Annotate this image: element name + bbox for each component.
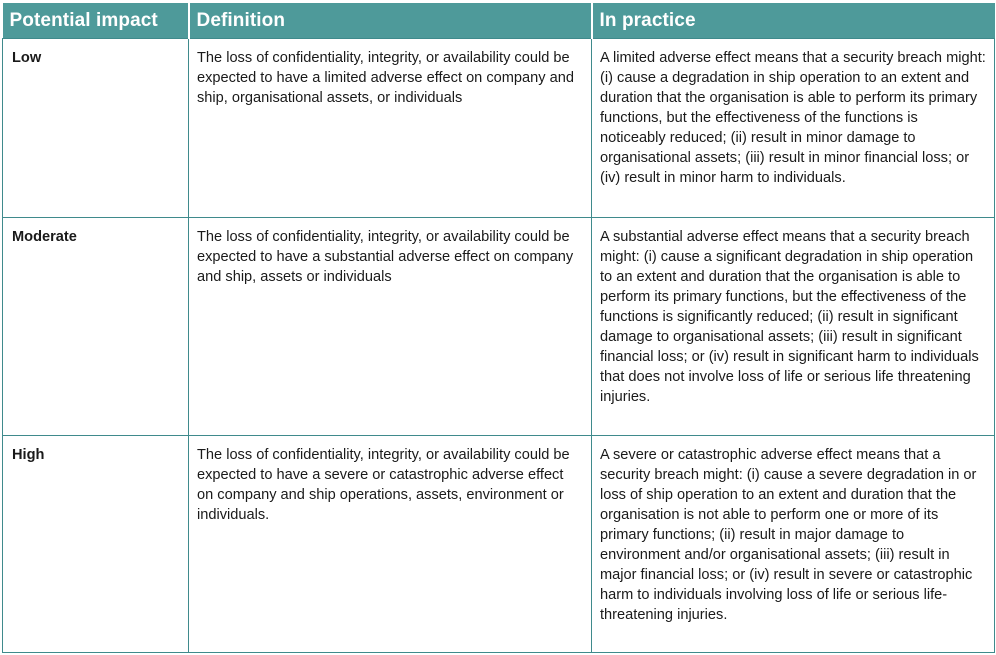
table-header xyxy=(3,3,995,39)
table-row-moderate xyxy=(3,218,995,436)
header-definition: Definition xyxy=(189,3,592,39)
header-potential-impact: Potential impact xyxy=(3,3,189,39)
impact-table xyxy=(2,3,995,653)
header-in-practice: In practice xyxy=(592,3,995,39)
practice-cell: A substantial adverse effect means that a security breach might: (i) cause a significant degradation in ship operation to an extent and duration that the organisation is able to perform its primary functions, but the effectiveness of the functions is significantly reduced; (ii) result in significant damage to organisational assets; (iii) result in significant financial loss; or (iv) result in significant harm to individuals that does not involve loss of life or serious life threatening injuries. xyxy=(592,218,995,436)
impact-level-cell: Low xyxy=(3,39,189,218)
impact-level-cell: Moderate xyxy=(3,218,189,436)
definition-cell: The loss of confidentiality, integrity, or availability could be expected to have a substantial adverse effect on company and ship, assets or individuals xyxy=(189,218,592,436)
practice-cell: A severe or catastrophic adverse effect means that a security breach might: (i) cause a severe degradation in or loss of ship operation to an extent and duration that the organisation is not able to perform one or more of its primary functions; (ii) result in major damage to environment and/or organisational assets; (iii) result in major financial loss; or (iv) result in severe or catastrophic harm to individuals involving loss of life or serious life-threatening injuries. xyxy=(592,436,995,653)
definition-cell: The loss of confidentiality, integrity, or availability could be expected to have a severe or catastrophic adverse effect on company and ship operations, assets, environment or individuals. xyxy=(189,436,592,653)
table-row-low xyxy=(3,39,995,218)
practice-cell: A limited adverse effect means that a security breach might: (i) cause a degradation in ship operation to an extent and duration that the organisation is able to perform its primary functions, but the effectiveness of the functions is noticeably reduced; (ii) result in minor damage to organisational assets; (iii) result in minor financial loss; or (iv) result in minor harm to individuals. xyxy=(592,39,995,218)
header-row xyxy=(3,3,995,39)
table-body xyxy=(3,39,995,653)
impact-level-cell: High xyxy=(3,436,189,653)
definition-cell: The loss of confidentiality, integrity, or availability could be expected to have a limited adverse effect on company and ship, organisational assets, or individuals xyxy=(189,39,592,218)
table-row-high xyxy=(3,436,995,653)
